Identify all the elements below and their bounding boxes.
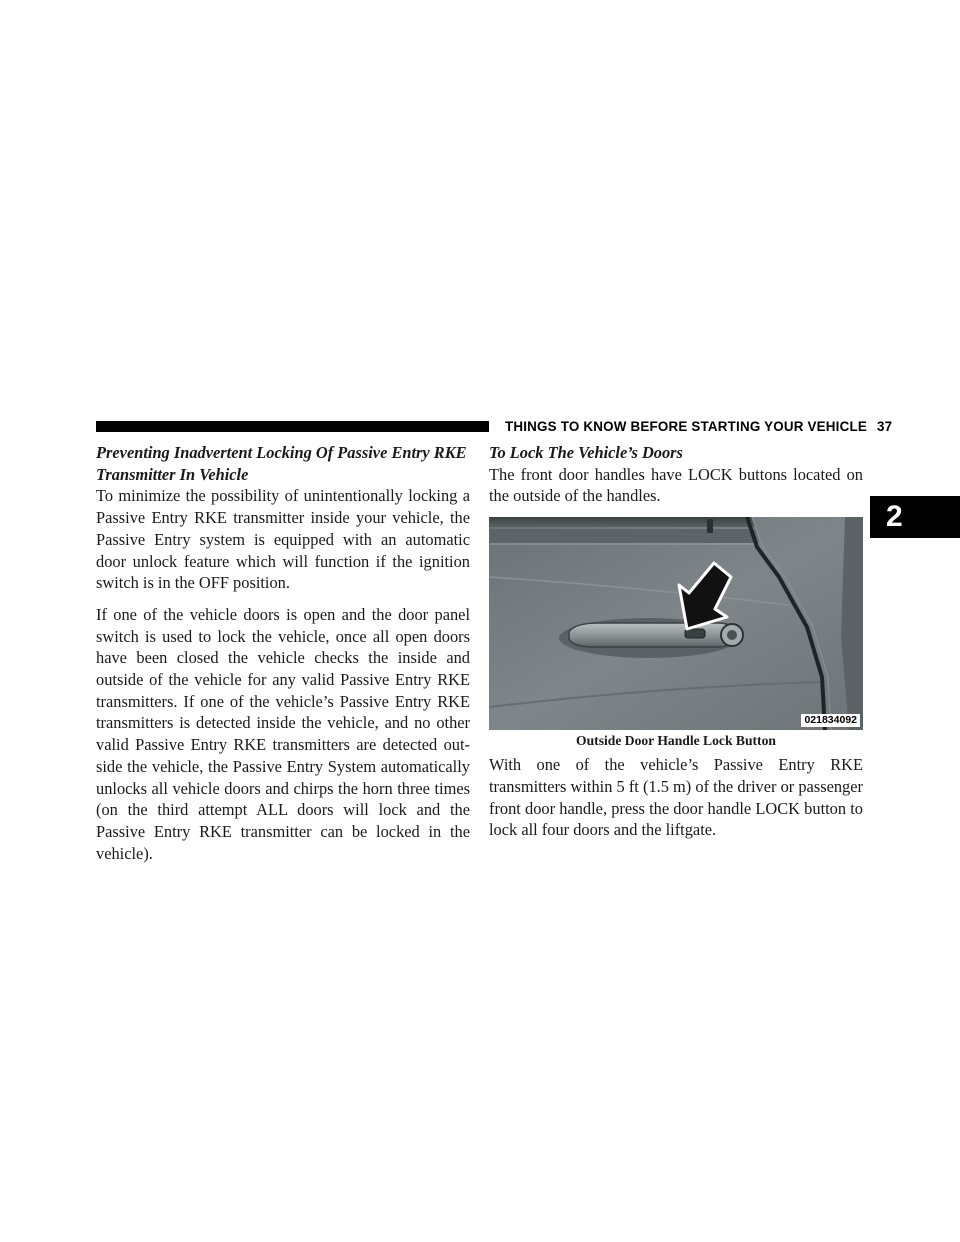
right-column bbox=[489, 442, 863, 841]
page-number: 37 bbox=[876, 419, 893, 434]
section-heading-preventing-locking: Preventing Inadvertent Locking Of Passive Entry RKE Transmitter In Vehicle bbox=[96, 443, 467, 484]
paragraph: With one of the vehicle’s Passive Entry RKE transmitters within 5 ft (1.5 m) of the driver or passenger front door handle, press the door handle LOCK button to lock all four doors and the liftgate. bbox=[489, 755, 863, 840]
paragraph: If one of the vehicle doors is open and the door panel switch is used to lock the vehicle, once all open doors have been closed the vehicle checks the inside and outside of the vehicle for any valid Passive Entry RKE transmitters. If one of the vehicle’s Passive Entry RKE transmitters is detected inside the vehicle, and no other valid Passive Entry RKE transmitters are detected out-side the vehicle, the Passive Entry System automatically unlocks all vehicle doors and chirps the horn three times (on the third attempt ALL doors will lock and the Passive Entry RKE transmitter can be locked in the vehicle). bbox=[96, 604, 470, 863]
paragraph: To minimize the possibility of unintentionally locking a Passive Entry RKE transmitter inside your vehicle, the Passive Entry system is equipped with an automatic door unlock feature which will function if the ignition switch is in the OFF position. bbox=[96, 486, 470, 593]
door-handle-illustration bbox=[489, 517, 863, 730]
left-column bbox=[96, 442, 470, 864]
door-handle-photo bbox=[489, 517, 863, 730]
header-rule bbox=[96, 421, 489, 432]
figure-caption: Outside Door Handle Lock Button bbox=[576, 733, 776, 749]
chapter-tab: 2 bbox=[870, 496, 960, 538]
section-title: THINGS TO KNOW BEFORE STARTING YOUR VEHICLE bbox=[505, 419, 867, 434]
running-header bbox=[505, 419, 892, 434]
figure-code: 021834092 bbox=[801, 714, 860, 727]
paragraph: The front door handles have LOCK buttons located on the outside of the handles. bbox=[489, 464, 863, 506]
section-heading-lock-doors: To Lock The Vehicle’s Doors bbox=[489, 443, 683, 462]
